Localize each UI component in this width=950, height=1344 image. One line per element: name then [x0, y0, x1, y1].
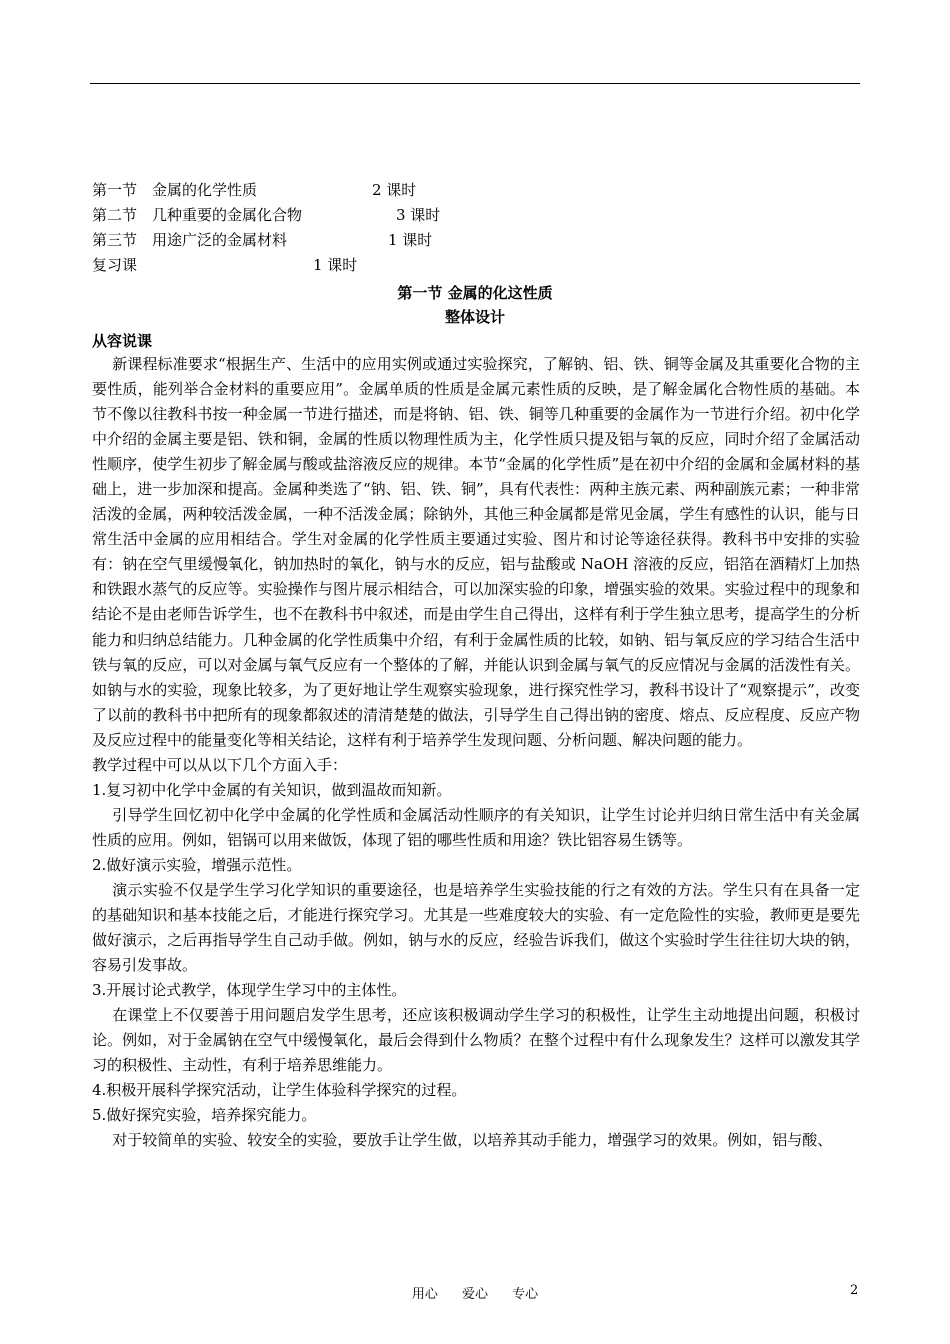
page-footer	[0, 1283, 950, 1302]
body-text	[92, 352, 860, 1154]
section-heading: 从容说课	[92, 332, 153, 350]
header-rule	[90, 83, 860, 84]
paragraph: 在课堂上不仅要善于用问题启发学生思考，还应该积极调动学生学习的积极性，让学生主动地提出问题，积极讨论。例如，对于金属钠在空气中缓慢氧化，最后会得到什么物质？在整个过程中有什么现象发生？这样可以激发其学习的积极性、主动性，有利于培养思维能力。	[92, 1006, 860, 1075]
toc-hours: 1 课时	[313, 256, 358, 274]
paragraph: 4.积极开展科学探究活动，让学生体验科学探究的过程。	[92, 1081, 467, 1100]
paragraph: 3.开展讨论式教学，体现学生学习中的主体性。	[92, 981, 407, 1000]
subtitle: 整体设计	[444, 308, 505, 326]
toc-title: 几种重要的金属化合物	[152, 206, 303, 224]
paragraph: 1.复习初中化学中金属的有关知识，做到温故而知新。	[92, 780, 452, 799]
toc-section: 第二节	[92, 206, 138, 224]
toc-hours: 3 课时	[396, 206, 441, 224]
toc-hours: 2 课时	[372, 181, 417, 199]
toc-hours: 1 课时	[388, 231, 433, 249]
toc-section: 第一节	[92, 181, 138, 199]
toc-title: 用途广泛的金属材料	[152, 231, 288, 249]
toc-section: 第三节	[92, 231, 138, 249]
paragraph: 对于较简单的实验、较安全的实验，要放手让学生做，以培养其动手能力，增强学习的效果。例如，铝与酸、	[112, 1131, 833, 1150]
footer-word: 专心	[512, 1287, 539, 1302]
footer-word: 爱心	[461, 1287, 488, 1302]
paragraph: 演示实验不仅是学生学习化学知识的重要途径，也是培养学生实验技能的行之有效的方法。学生只有在具备一定的基础知识和基本技能之后，才能进行探究学习。尤其是一些难度较大的实验、有一定危险性的实验，教师更是要先做好演示，之后再指导学生自己动手做。例如，钠与水的反应，经验告诉我们，做这个实验时学生往往切大块的钠，容易引发事故。	[92, 880, 860, 975]
section-title: 第一节 金属的化这性质	[397, 284, 553, 302]
footer-word: 用心	[411, 1287, 438, 1302]
toc-section: 复习课	[92, 256, 138, 274]
toc-title: 金属的化学性质	[152, 181, 258, 199]
paragraph: 5.做好探究实验，培养探究能力。	[92, 1106, 317, 1125]
paragraph: 2.做好演示实验，增强示范性。	[92, 855, 302, 874]
paragraph: 新课程标准要求“根据生产、生活中的应用实例或通过实验探究，了解钠、铝、铁、铜等金属及其重要化合物的主要性质，能列举合金材料的重要应用”。金属单质的性质是金属元素性质的反映，是了解金属化合物性质的基础。本节不像以往教科书按一种金属一节进行描述，而是将钠、铝、铁、铜等几种重要的金属作为一节进行介绍。初中化学中介绍的金属主要是铝、铁和铜，金属的性质以物理性质为主，化学性质只提及铝与氧的反应，同时介绍了金属活动性顺序，使学生初步了解金属与酸或盐溶液反应的规律。本节“金属的化学性质”是在初中介绍的金属和金属材料的基础上，进一步加深和提高。金属种类选了“钠、铝、铁、铜”，具有代表性：两种主族元素、两种副族元素；一种非常活泼的金属，两种较活泼金属，一种不活泼金属；除钠外，其他三种金属都是常见金属，学生有感性的认识，能与日常生活中金属的应用相结合。学生对金属的化学性质主要通过实验、图片和讨论等途径获得。教科书中安排的实验有：钠在空气里缓慢氧化，钠加热时的氧化，钠与水的反应，铝与盐酸或 NaOH 溶液的反应，铝箔在酒精灯上加热和铁跟水蒸气的反应等。实验操作与图片展示相结合，可以加深实验的印象，增强实验的效果。实验过程中的现象和结论不是由老师告诉学生，也不在教科书中叙述，而是由学生自己得出，这样有利于学生独立思考，提高学生的分析能力和归纳总结能力。几种金属的化学性质集中介绍，有利于金属性质的比较，如钠、铝与氧反应的学习结合生活中铁与氧的反应，可以对金属与氧气反应有一个整体的了解，并能认识到金属与氧气的反应情况与金属的活泼性有关。如钠与水的实验，现象比较多，为了更好地让学生观察实验现象，进行探究性学习，教科书设计了“观察提示”，改变了以前的教科书中把所有的现象都叙述的清清楚楚的做法，引导学生自己得出钠的密度、熔点、反应程度、反应产物及反应过程中的能量变化等相关结论，这样有利于培养学生发现问题、分析问题、解决问题的能力。	[92, 355, 860, 749]
paragraph: 教学过程中可以从以下几个方面入手：	[92, 755, 348, 774]
page-number: 2	[850, 1283, 859, 1298]
paragraph: 引导学生回忆初中化学中金属的化学性质和金属活动性顺序的有关知识，让学生讨论并归纳日常生活中有关金属性质的应用。例如，铝锅可以用来做饭，体现了铝的哪些性质和用途？铁比铝容易生锈等。	[92, 805, 860, 849]
